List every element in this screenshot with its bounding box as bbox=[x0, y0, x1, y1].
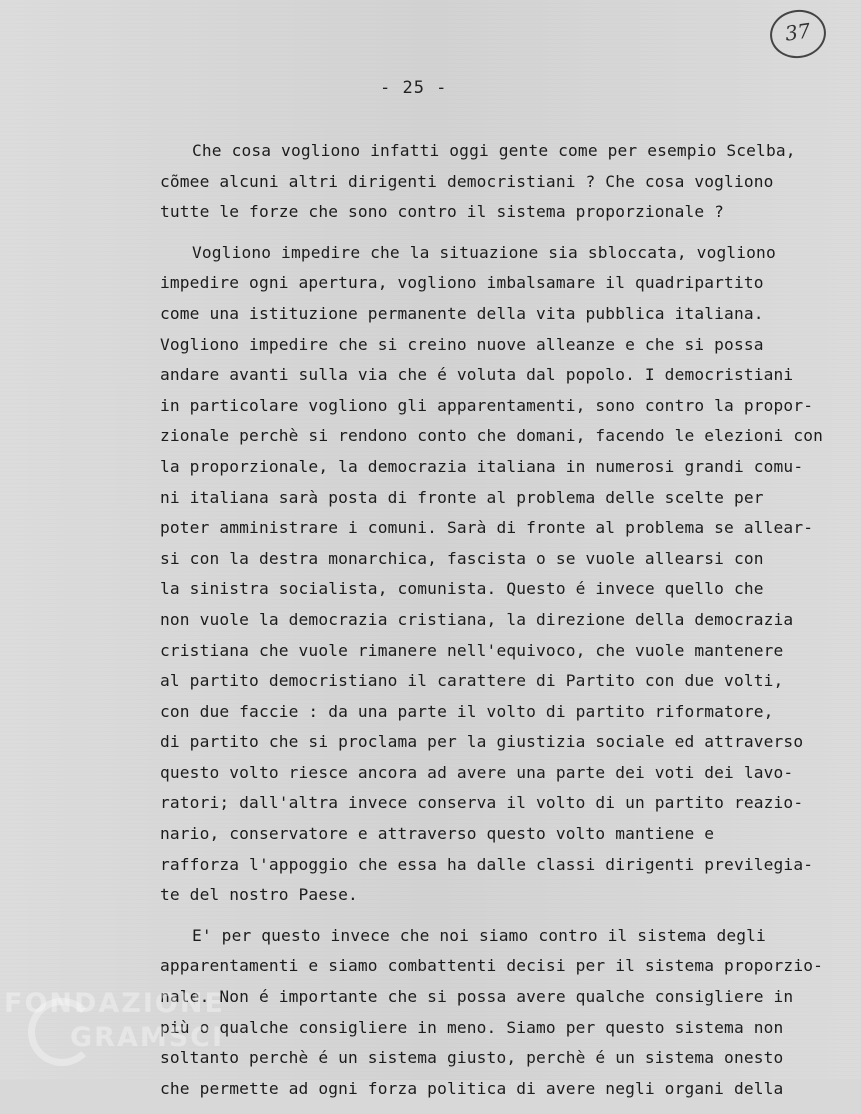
text-line: questo volto riesce ancora ad avere una parte dei voti dei lavo- bbox=[160, 762, 794, 782]
text-line: la sinistra socialista, comunista. Questo é invece quello che bbox=[160, 579, 764, 599]
text-line: nale. Non é importante che si possa avere qualche consigliere in bbox=[160, 987, 794, 1007]
text-line: al partito democristiano il carattere di Partito con due volti, bbox=[160, 671, 784, 691]
text-line: cõmee alcuni altri dirigenti democristiani ? Che cosa vogliono bbox=[160, 171, 774, 191]
text-line: in particolare vogliono gli apparentamenti, sono contro la propor- bbox=[160, 395, 814, 415]
text-line: ni italiana sarà posta di fronte al problema delle scelte per bbox=[160, 487, 764, 507]
text-line: come una istituzione permanente della vita pubblica italiana. bbox=[160, 303, 764, 323]
text-line: cristiana che vuole rimanere nell'equivoco, che vuole mantenere bbox=[160, 640, 784, 660]
typed-text-body bbox=[160, 136, 850, 1114]
watermark-line-1: FONDAZIONE bbox=[4, 988, 225, 1019]
text-line: Che cosa vogliono infatti oggi gente come per esempio Scelba, bbox=[192, 141, 796, 160]
text-line: Vogliono impedire che si creino nuove alleanze e che si possa bbox=[160, 334, 764, 354]
text-line: apparentamenti e siamo combattenti decisi per il sistema proporzio- bbox=[160, 956, 824, 976]
folio-number: 37 bbox=[783, 18, 812, 46]
paragraph-1 bbox=[160, 136, 850, 228]
text-line: tutte le forze che sono contro il sistema proporzionale ? bbox=[160, 202, 725, 222]
text-line: si con la destra monarchica, fascista o se vuole allearsi con bbox=[160, 548, 764, 568]
text-line: rafforza l'appoggio che essa ha dalle classi dirigenti previlegia- bbox=[160, 854, 814, 874]
text-line: E' per questo invece che noi siamo contro il sistema degli bbox=[192, 925, 766, 945]
text-line: ratori; dall'altra invece conserva il volto di un partito reazio- bbox=[160, 793, 804, 813]
watermark-logo-icon bbox=[28, 998, 96, 1066]
paragraph-2 bbox=[160, 238, 850, 911]
text-line: che permette ad ogni forza politica di avere negli organi della bbox=[160, 1078, 784, 1098]
text-line: soltanto perchè é un sistema giusto, perchè é un sistema onesto bbox=[160, 1048, 784, 1068]
paragraph-3 bbox=[160, 921, 850, 1105]
text-line: te del nostro Paese. bbox=[160, 885, 358, 905]
text-line: Vogliono impedire che la situazione sia sbloccata, vogliono bbox=[192, 242, 776, 262]
text-line: andare avanti sulla via che é voluta dal popolo. I democristiani bbox=[160, 365, 794, 385]
text-line: con due faccie : da una parte il volto di partito riformatore, bbox=[160, 701, 774, 721]
text-line: zionale perchè si rendono conto che domani, facendo le elezioni con bbox=[160, 426, 824, 446]
folio-stamp bbox=[767, 6, 829, 61]
text-line: di partito che si proclama per la giustizia sociale ed attraverso bbox=[160, 732, 804, 752]
text-line: non vuole la democrazia cristiana, la direzione della democrazia bbox=[160, 609, 794, 629]
text-line: la proporzionale, la democrazia italiana in numerosi grandi comu- bbox=[160, 456, 804, 476]
page-number: - 25 - bbox=[380, 78, 448, 98]
watermark-line-2: GRAMSCI bbox=[70, 1022, 225, 1053]
text-line: nario, conservatore e attraverso questo volto mantiene e bbox=[160, 824, 715, 844]
text-line: impedire ogni apertura, vogliono imbalsamare il quadripartito bbox=[160, 273, 764, 293]
text-line: più o qualche consigliere in meno. Siamo per questo sistema non bbox=[160, 1017, 784, 1037]
text-line: poter amministrare i comuni. Sarà di fronte al problema se allear- bbox=[160, 518, 814, 538]
